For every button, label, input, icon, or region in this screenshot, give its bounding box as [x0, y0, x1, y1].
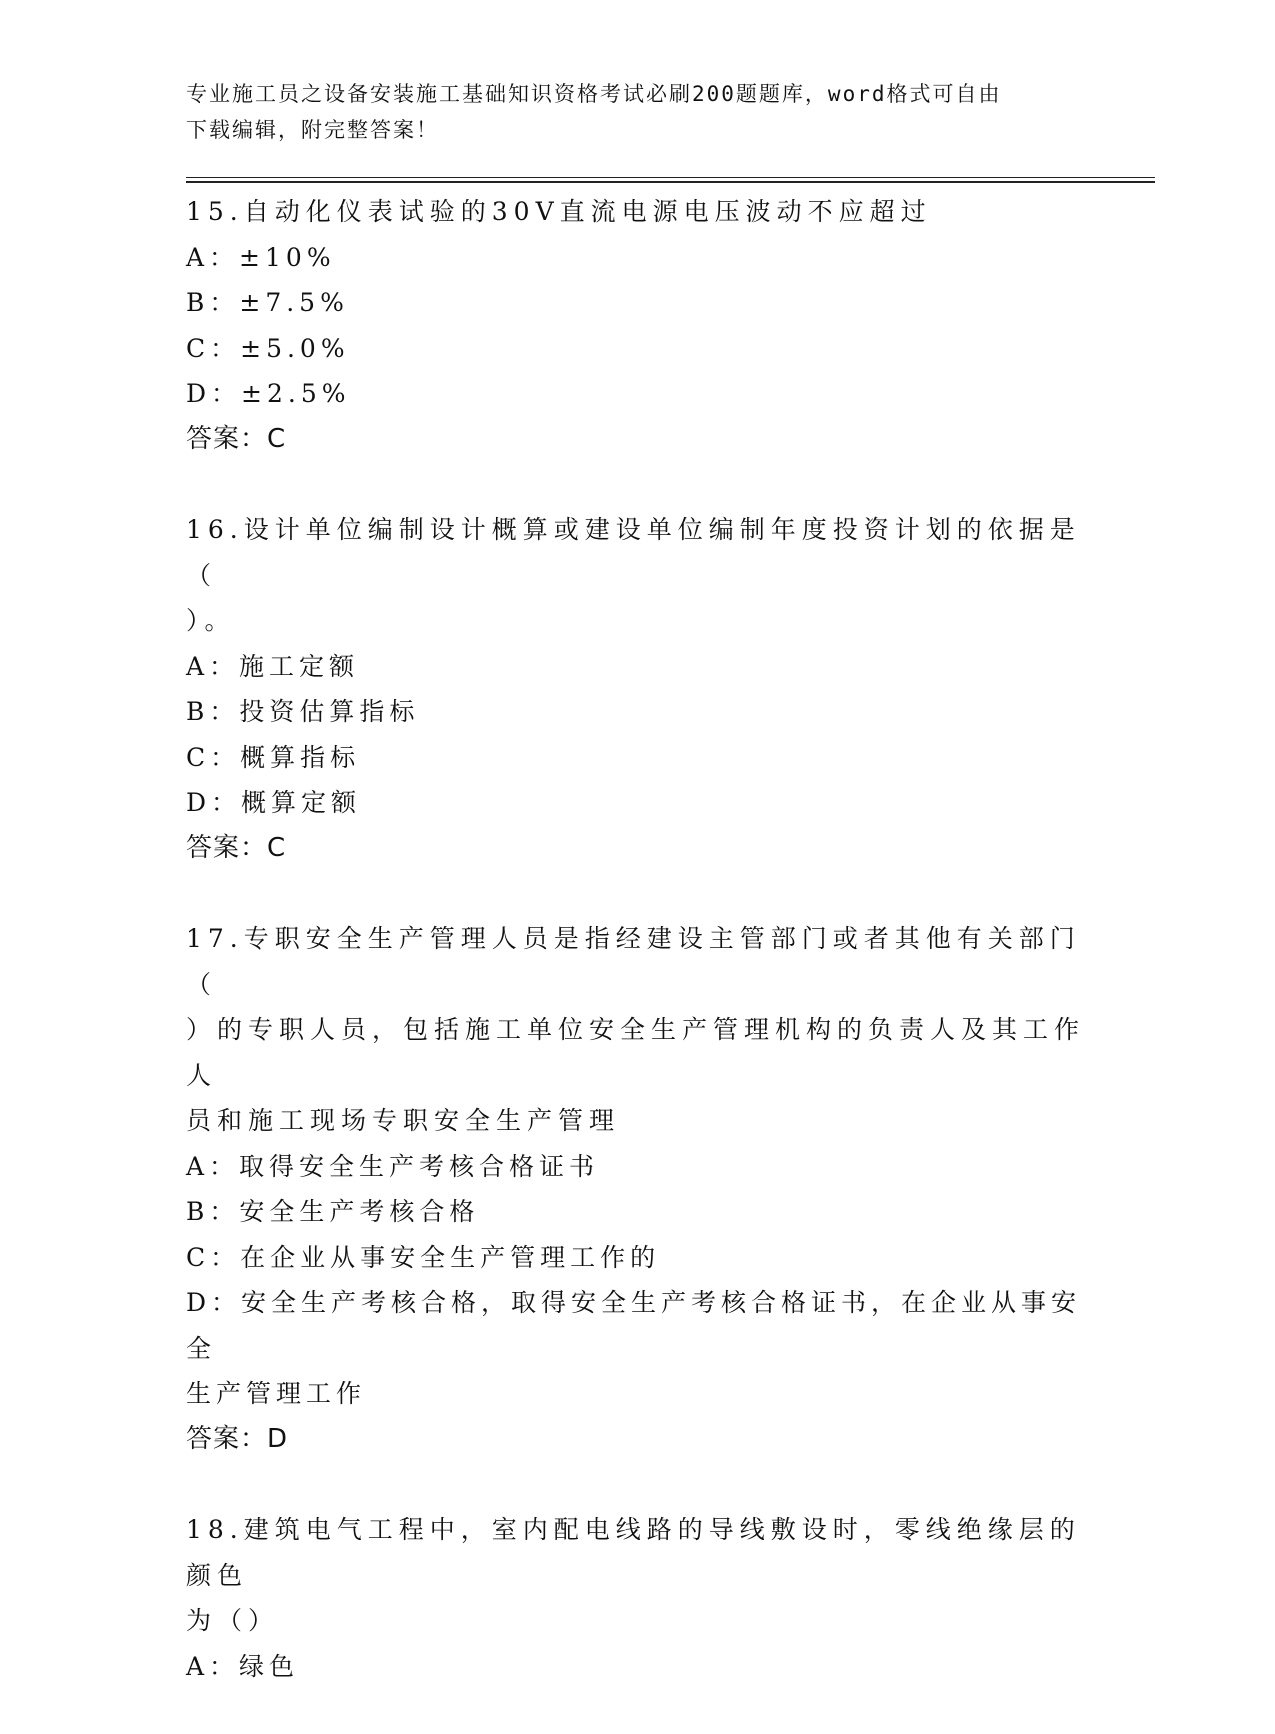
question-stem: ）的专职人员，包括施工单位安全生产管理机构的负责人及其工作人	[186, 1015, 1086, 1090]
header-line-1: 专业施工员之设备安装施工基础知识资格考试必刷200题题库，word格式可自由	[186, 82, 1002, 106]
question-block	[186, 507, 1086, 871]
question-stem: 15.自动化仪表试验的30V直流电源电压波动不应超过	[186, 197, 932, 226]
answer-option: C：概算指标	[186, 742, 361, 772]
document-header	[186, 76, 1066, 148]
answer-option: A：±10%	[186, 242, 336, 272]
header-divider	[186, 177, 1155, 183]
question-list	[186, 189, 1086, 1734]
question-stem: 为（）	[186, 1606, 280, 1635]
header-line-2: 下载编辑，附完整答案！	[186, 118, 439, 142]
answer-option: B：±7.5%	[186, 288, 349, 317]
question-stem: 员和施工现场专职安全生产管理	[186, 1106, 621, 1135]
answer-option: B：投资估算指标	[186, 697, 420, 726]
question-stem: ）。	[186, 606, 236, 635]
correct-answer: 答案：C	[186, 832, 287, 863]
question-block	[186, 189, 1086, 462]
question-stem: 18.建筑电气工程中，室内配电线路的导线敷设时，零线绝缘层的颜色	[186, 1515, 1081, 1590]
answer-option: B：安全生产考核合格	[186, 1197, 480, 1226]
answer-option: A：取得安全生产考核合格证书	[186, 1151, 600, 1181]
answer-option: D：安全生产考核合格，取得安全生产考核合格证书，在企业从事安全	[186, 1288, 1082, 1363]
answer-option: C：在企业从事安全生产管理工作的	[186, 1242, 661, 1272]
answer-option: D：±2.5%	[186, 379, 351, 408]
answer-option: A：绿色	[186, 1651, 300, 1681]
answer-option: A：施工定额	[186, 651, 360, 681]
question-stem: 17.专职安全生产管理人员是指经建设主管部门或者其他有关部门（	[186, 924, 1081, 999]
question-block	[186, 916, 1086, 1462]
question-stem: 16.设计单位编制设计概算或建设单位编制年度投资计划的依据是（	[186, 515, 1081, 590]
correct-answer: 答案：C	[186, 423, 287, 454]
question-block	[186, 1507, 1086, 1689]
answer-option: 生产管理工作	[186, 1379, 367, 1408]
answer-option: D：概算定额	[186, 788, 362, 817]
answer-option: C：±5.0%	[186, 333, 350, 363]
correct-answer: 答案：D	[186, 1423, 289, 1454]
